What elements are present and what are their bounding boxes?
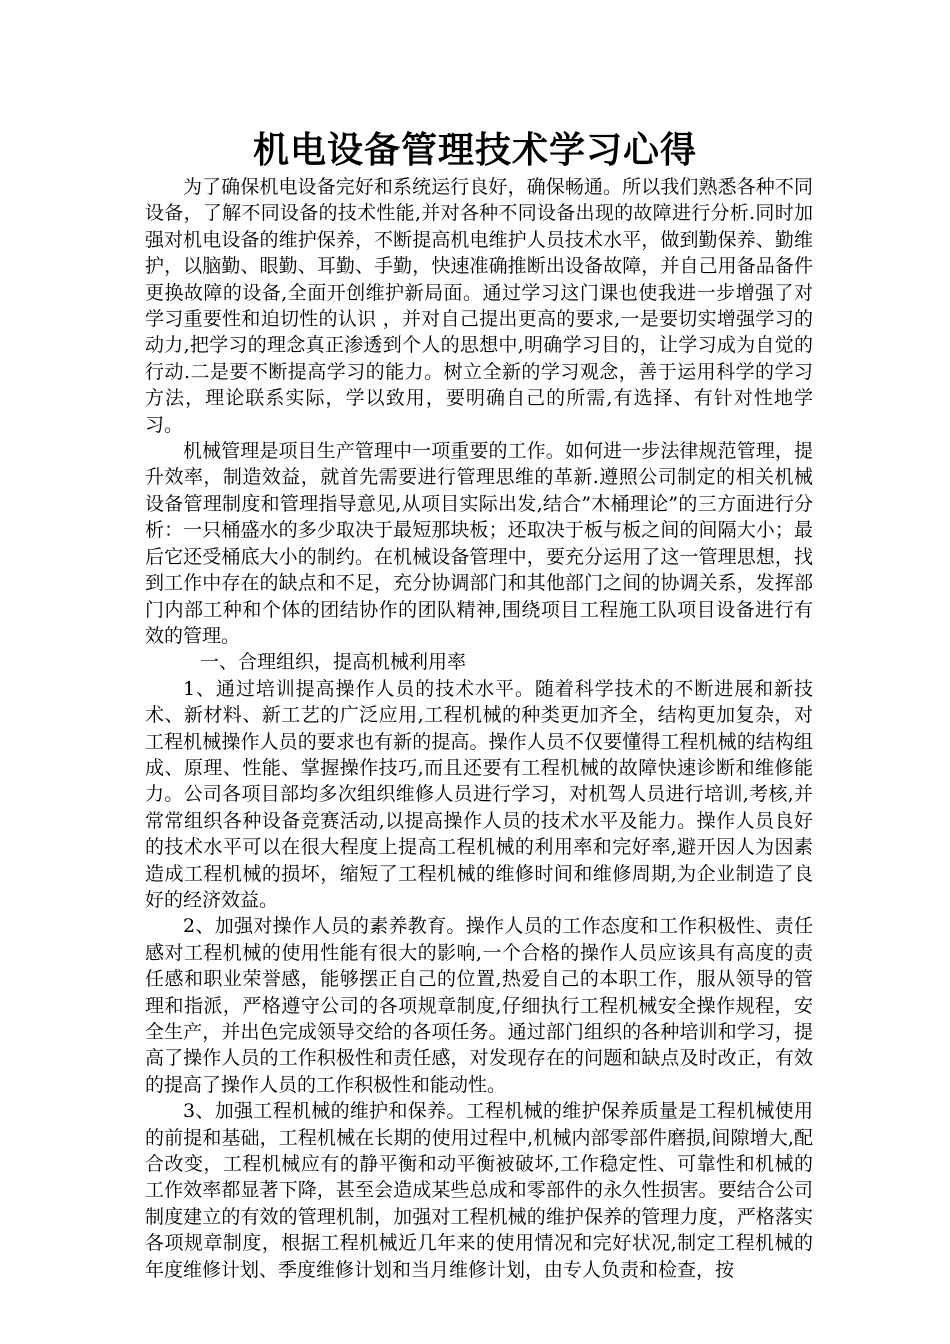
section-heading: 一、合理组织，提高机械利用率 xyxy=(200,651,467,674)
document-body xyxy=(145,174,813,1283)
paragraph-item-2: 2、加强对操作人员的素养教育。操作人员的工作态度和工作积极性、责任感对工程机械的使用性能有很大的影响,一个合格的操作人员应该具有高度的责任感和职业荣誉感，能够摆正自己的位置,热爱自己的本职工作，服从领导的管理和指派，严格遵守公司的各项规章制度,仔细执行工程机械安全操作规程，安全生产，并出色完成领导交给的各项任务。通过部门组织的各种培训和学习，提高了操作人员的工作积极性和责任感，对发现存在的问题和缺点及时改正，有效的提高了操作人员的工作积极性和能动性。 xyxy=(145,915,813,1096)
document-title: 机电设备管理技术学习心得 xyxy=(252,129,697,171)
paragraph-machine-management: 机械管理是项目生产管理中一项重要的工作。如何进一步法律规范管理，提升效率，制造效益，就首先需要进行管理思维的革新.遵照公司制定的相关机械设备管理制度和管理指导意见,从项目实际出发,结合”木桶理论”的三方面进行分析：一只桶盛水的多少取决于最短那块板；还取决于板与板之间的间隔大小；最后它还受桶底大小的制约。在机械设备管理中，要充分运用了这一管理思想，找到工作中存在的缺点和不足，充分协调部门和其他部门之间的协调关系，发挥部门内部工种和个体的团结协作的团队精神,围绕项目工程施工队项目设备进行有效的管理。 xyxy=(145,440,813,647)
paragraph-item-3: 3、加强工程机械的维护和保养。工程机械的维护保养质量是工程机械使用的前提和基础，工程机械在长期的使用过程中,机械内部零部件磨损,间隙增大,配合改变，工程机械应有的静平衡和动平衡被破坏,工作稳定性、可靠性和机械的工作效率都显著下降，甚至会造成某些总成和零部件的永久性损害。要结合公司制度建立的有效的管理机制，加强对工程机械的维护保养的管理力度，严格落实各项规章制度，根据工程机械近几年来的使用情况和完好状况,制定工程机械的年度维修计划、季度维修计划和当月维修计划，由专人负责和检查，按 xyxy=(145,1100,813,1281)
paragraph-intro: 为了确保机电设备完好和系统运行良好，确保畅通。所以我们熟悉各种不同设备，了解不同设备的技术性能,并对各种不同设备出现的故障进行分析.同时加强对机电设备的维护保养，不断提高机电维护人员技术水平，做到勤保养、勤维护，以脑勤、眼勤、耳勤、手勤，快速准确推断出设备故障，并自己用备品备件更换故障的设备,全面开创维护新局面。通过学习这门课也使我进一步增强了对学习重要性和迫切性的认识 ，并对自己提出更高的要求,一是要切实增强学习的动力,把学习的理念真正渗透到个人的思想中,明确学习目的，让学习成为自觉的行动.二是要不断提高学习的能力。树立全新的学习观念，善于运用科学的学习方法，理论联系实际，学以致用，要明确自己的所需,有选择、有针对性地学习。 xyxy=(145,176,813,436)
paragraph-item-1: 1、通过培训提高操作人员的技术水平。随着科学技术的不断进展和新技术、新材料、新工艺的广泛应用,工程机械的种类更加齐全，结构更加复杂，对工程机械操作人员的要求也有新的提高。操作人员不仅要懂得工程机械的结构组成、原理、性能、掌握操作技巧,而且还要有工程机械的故障快速诊断和维修能力。公司各项目部均多次组织维修人员进行学习，对机驾人员进行培训,考核,并常常组织各种设备竞赛活动,以提高操作人员的技术水平及能力。操作人员良好的技术水平可以在很大程度上提高工程机械的利用率和完好率,避开因人为因素造成工程机械的损坏，缩短了工程机械的维修时间和维修周期,为企业制造了良好的经济效益。 xyxy=(145,677,813,911)
